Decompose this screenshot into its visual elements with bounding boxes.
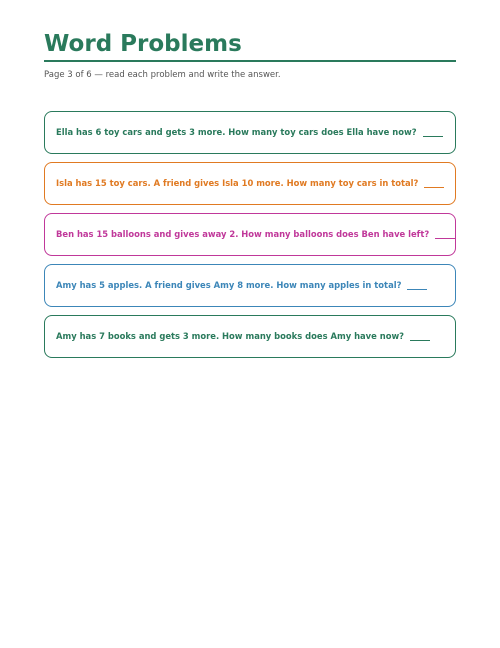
problem-card [44, 162, 456, 205]
problem-card [44, 213, 456, 256]
problem-statement: Ben has 15 balloons and gives away 2. How many balloons does Ben have left? [56, 229, 430, 239]
problem-card [44, 264, 456, 307]
problem-statement: Amy has 7 books and gets 3 more. How many books does Amy have now? [56, 331, 405, 341]
page-subtitle: Page 3 of 6 — read each problem and write the answer. [44, 70, 281, 80]
problem-text [56, 330, 430, 342]
problem-card [44, 111, 456, 154]
answer-blank[interactable] [423, 135, 443, 137]
problem-text [56, 126, 443, 138]
title-divider [44, 60, 456, 62]
problem-text [56, 177, 444, 189]
problem-list [44, 111, 456, 366]
answer-blank[interactable] [435, 237, 455, 239]
problem-text [56, 228, 455, 240]
problem-card [44, 315, 456, 358]
answer-blank[interactable] [424, 186, 444, 188]
page-title: Word Problems [44, 31, 242, 57]
problem-text [56, 279, 427, 291]
answer-blank[interactable] [410, 339, 430, 341]
problem-statement: Ella has 6 toy cars and gets 3 more. How many toy cars does Ella have now? [56, 127, 417, 137]
problem-statement: Amy has 5 apples. A friend gives Amy 8 more. How many apples in total? [56, 280, 402, 290]
answer-blank[interactable] [407, 288, 427, 290]
problem-statement: Isla has 15 toy cars. A friend gives Isla 10 more. How many toy cars in total? [56, 178, 419, 188]
